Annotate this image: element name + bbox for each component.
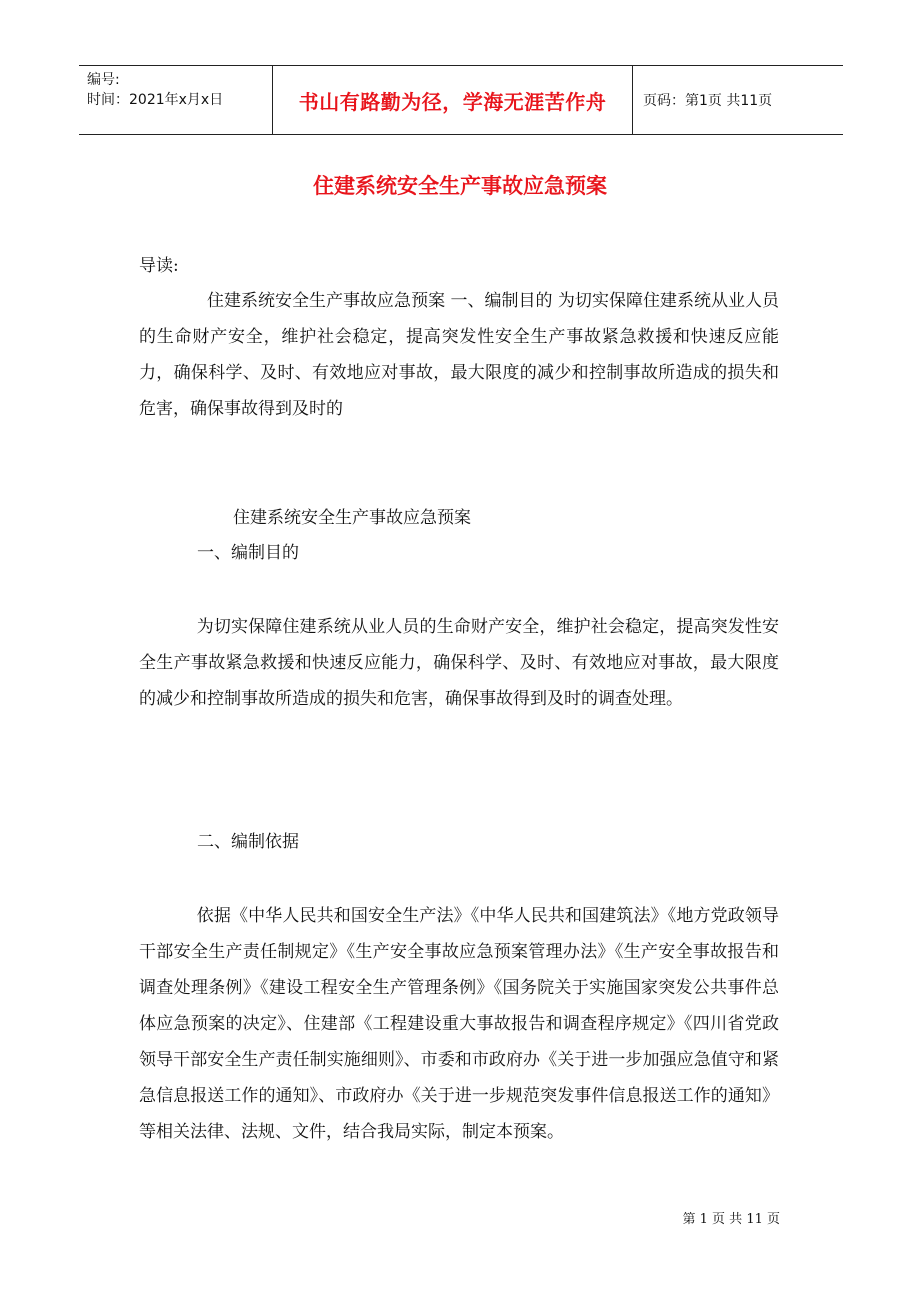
subtitle: 住建系统安全生产事故应急预案 bbox=[233, 508, 471, 528]
section1-paragraph: 为切实保障住建系统从业人员的生命财产安全，维护社会稳定，提高突发性安全生产事故紧急救援和快速反应能力，确保科学、及时、有效地应对事故，最大限度的减少和控制事故所造成的损失和危害，确保事故得到及时的调查处理。 bbox=[139, 617, 779, 709]
time-label: 时间：2021年x月x日 bbox=[87, 92, 224, 108]
header-meta-cell bbox=[79, 66, 273, 134]
footer-page-number: 第 1 页 共 11 页 bbox=[682, 1212, 780, 1227]
section2-paragraph: 依据《中华人民共和国安全生产法》《中华人民共和国建筑法》《地方党政领导干部安全生产责任制规定》《生产安全事故应急预案管理办法》《生产安全事故报告和调查处理条例》《建设工程安全生产管理条例》《国务院关于实施国家突发公共事件总体应急预案的决定》、住建部《工程建设重大事故报告和调查程序规定》《四川省党政领导干部安全生产责任制实施细则》、市委和市政府办《关于进一步加强应急值守和紧急信息报送工作的通知》、市政府办《关于进一步规范突发事件信息报送工作的通知》等相关法律、法规、文件，结合我局实际，制定本预案。 bbox=[139, 906, 779, 1142]
section1-heading: 一、编制目的 bbox=[197, 543, 299, 563]
section2-heading: 二、编制依据 bbox=[197, 832, 299, 852]
header-motto: 书山有路勤为径，学海无涯苦作舟 bbox=[273, 66, 633, 134]
intro-label: 导读: bbox=[139, 256, 179, 276]
document-title: 住建系统安全生产事故应急预案 bbox=[313, 174, 607, 198]
intro-paragraph: 住建系统安全生产事故应急预案 一、编制目的 为切实保障住建系统从业人员的生命财产安全，维护社会稳定，提高突发性安全生产事故紧急救援和快速反应能力，确保科学、及时、有效地应对事故，最大限度的减少和控制事故所造成的损失和危害，确保事故得到及时的 bbox=[139, 291, 779, 419]
number-label: 编号: bbox=[87, 72, 120, 88]
header-page-info: 页码：第1页 共11页 bbox=[643, 93, 773, 109]
header-table bbox=[79, 65, 843, 135]
